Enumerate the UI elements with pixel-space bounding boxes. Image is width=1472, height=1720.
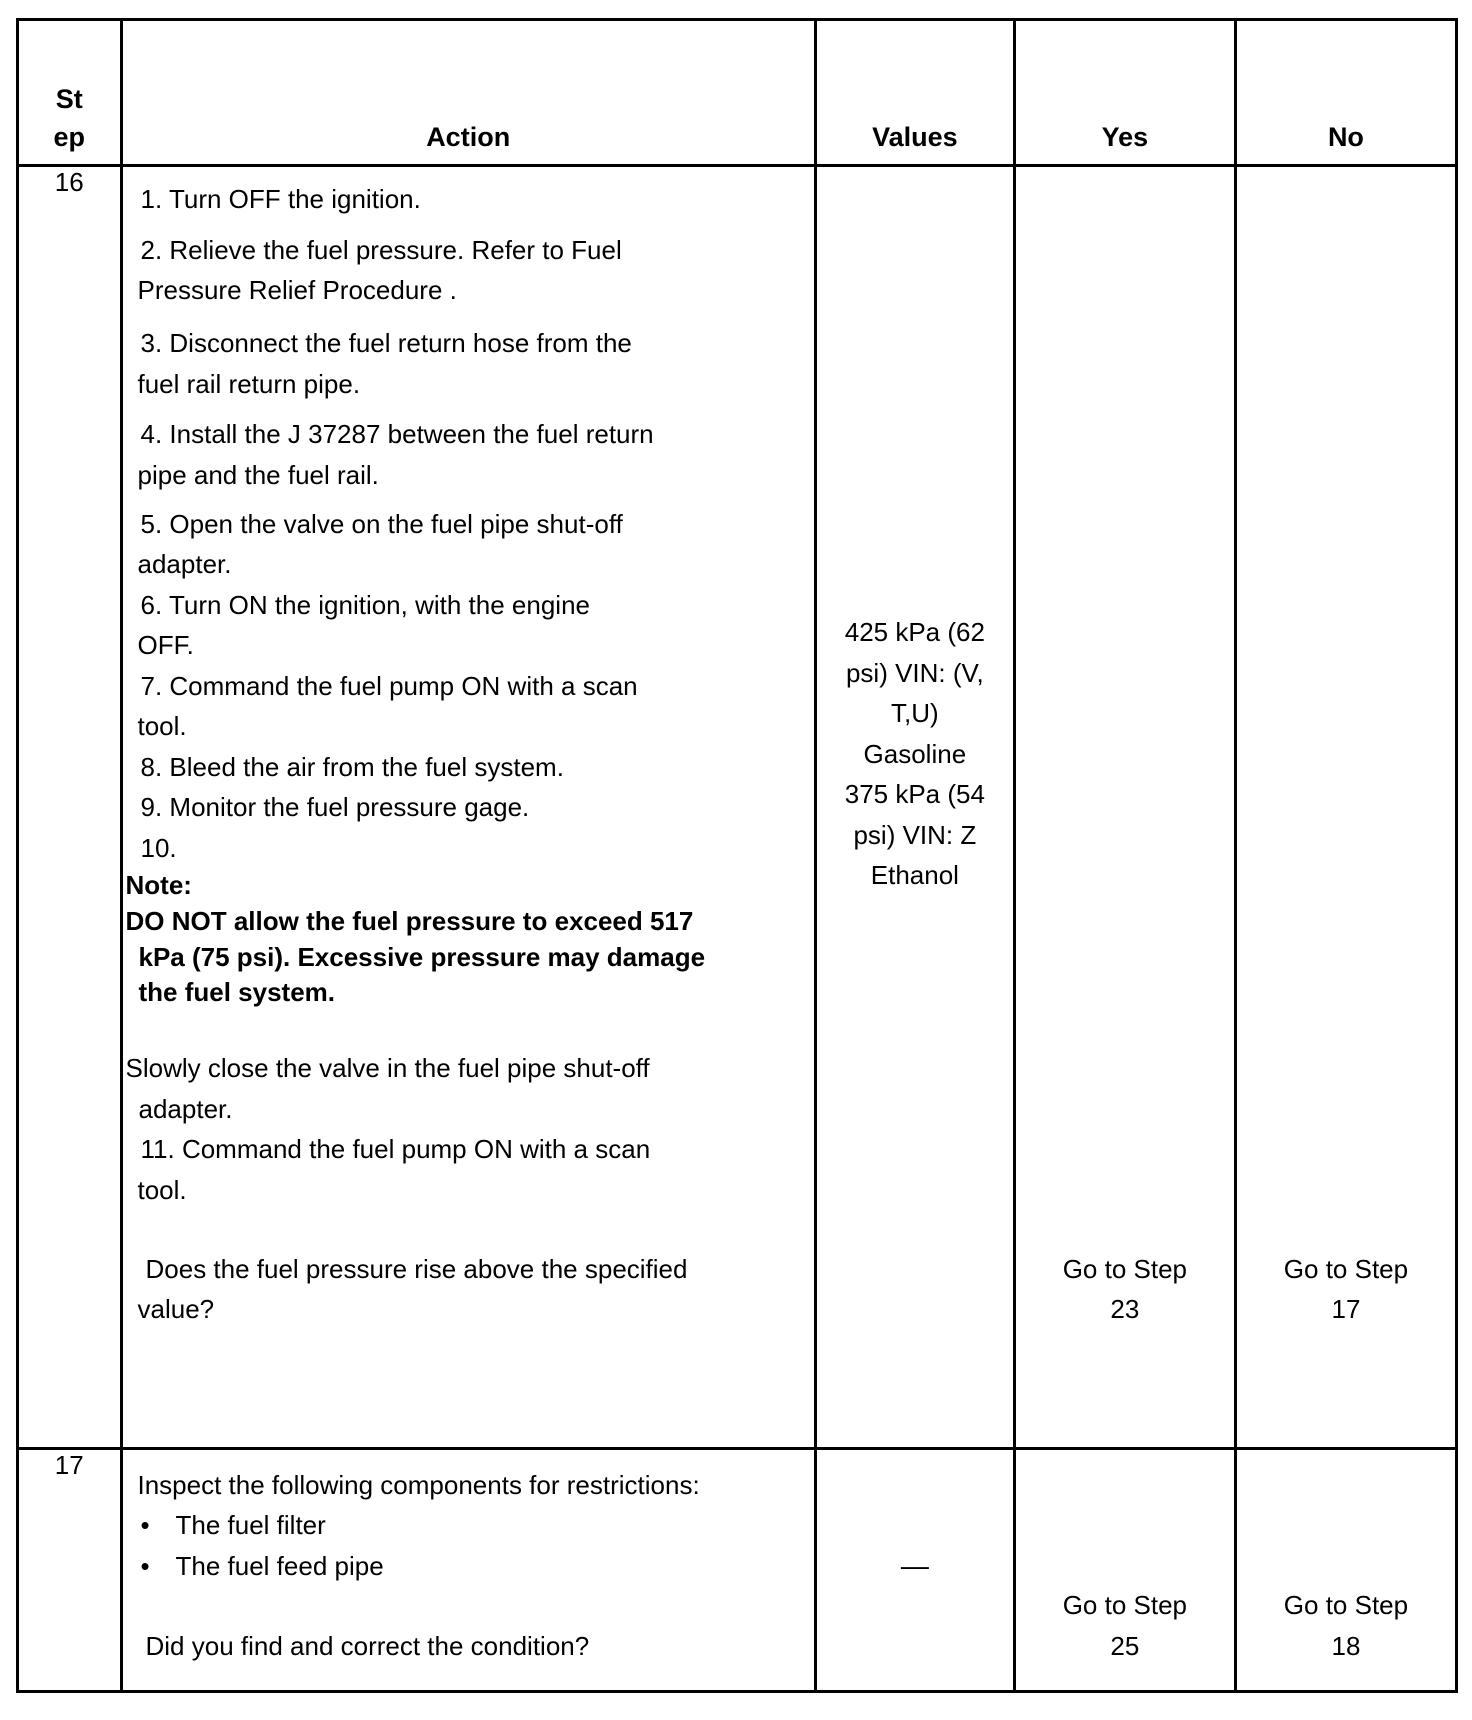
action-line: tool. [137,1175,187,1205]
list-item: The fuel feed pipe [175,1551,384,1581]
action-line: Slowly close the valve in the fuel pipe shut-off [125,1053,650,1083]
header-no: No [1235,20,1456,166]
action-line: 8. Bleed the air from the fuel system. [140,752,564,782]
value-line: 425 kPa (62 [844,617,985,647]
no-step-number: 18 [1331,1631,1361,1661]
bullet-icon: • [140,1510,150,1540]
yes-step-number: 25 [1110,1631,1140,1661]
no-cell [1235,1449,1456,1692]
action-cell [121,166,815,1449]
action-line: Inspect the following components for restrictions: [137,1470,700,1500]
action-line: 6. Turn ON the ignition, with the engine [140,590,590,620]
value-line: Ethanol [870,860,959,890]
note-text: DO NOT allow the fuel pressure to exceed 517 [125,906,694,936]
diagnostic-step-document [16,18,1458,1704]
yes-step-number: 23 [1110,1294,1140,1324]
action-cell [121,1449,815,1692]
table-header-row [18,20,1457,166]
action-line: 9. Monitor the fuel pressure gage. [140,792,530,822]
action-line: 11. Command the fuel pump ON with a scan [140,1134,651,1164]
bullet-icon: • [140,1551,150,1581]
action-question: Did you find and correct the condition? [145,1631,590,1661]
header-step [18,20,122,166]
header-action: Action [121,20,815,166]
yes-cell [1014,1449,1235,1692]
yes-go-to-step: Go to Step [1062,1254,1188,1284]
step-number: 17 [18,1449,122,1692]
no-go-to-step: Go to Step [1283,1254,1409,1284]
list-item: The fuel filter [175,1510,326,1540]
action-line: 7. Command the fuel pump ON with a scan [140,671,638,701]
action-line: 5. Open the valve on the fuel pipe shut-off [140,509,623,539]
action-line: tool. [137,711,187,741]
action-line: fuel rail return pipe. [137,369,361,399]
header-step-line2: ep [53,122,85,152]
value-line: Gasoline [863,739,967,769]
value-dash: — [900,1550,929,1581]
values-cell [815,1449,1014,1692]
table-row-step-16 [18,166,1457,1449]
header-values: Values [815,20,1014,166]
action-question: Does the fuel pressure rise above the specified [145,1254,688,1284]
action-line: Pressure Relief Procedure . [137,275,457,305]
table-row-step-17 [18,1449,1457,1692]
values-cell [815,166,1014,1449]
step-number: 16 [18,166,122,1449]
value-line: T,U) [891,698,939,728]
value-line: psi) VIN: Z [853,820,977,850]
action-line: adapter. [138,1094,233,1124]
diagnostic-steps-table [16,18,1458,1693]
action-question: value? [137,1294,215,1324]
action-line: 1. Turn OFF the ignition. [140,184,421,214]
note-text: kPa (75 psi). Excessive pressure may damage [138,942,706,972]
note-text: the fuel system. [138,977,336,1007]
action-line: adapter. [137,549,232,579]
action-line: OFF. [137,630,194,660]
no-cell [1235,166,1456,1449]
no-step-number: 17 [1331,1294,1361,1324]
yes-go-to-step: Go to Step [1062,1590,1188,1620]
action-line: 10. [140,833,177,863]
action-line: 2. Relieve the fuel pressure. Refer to Fuel [140,235,622,265]
header-step-line1: St [55,84,83,114]
note-label: Note: [125,870,192,900]
no-go-to-step: Go to Step [1283,1590,1409,1620]
action-line: pipe and the fuel rail. [137,460,379,490]
yes-cell [1014,166,1235,1449]
header-yes: Yes [1014,20,1235,166]
value-line: 375 kPa (54 [844,779,985,809]
action-line: 3. Disconnect the fuel return hose from the [140,328,632,358]
action-line: 4. Install the J 37287 between the fuel return [140,419,654,449]
value-line: psi) VIN: (V, [845,658,984,688]
